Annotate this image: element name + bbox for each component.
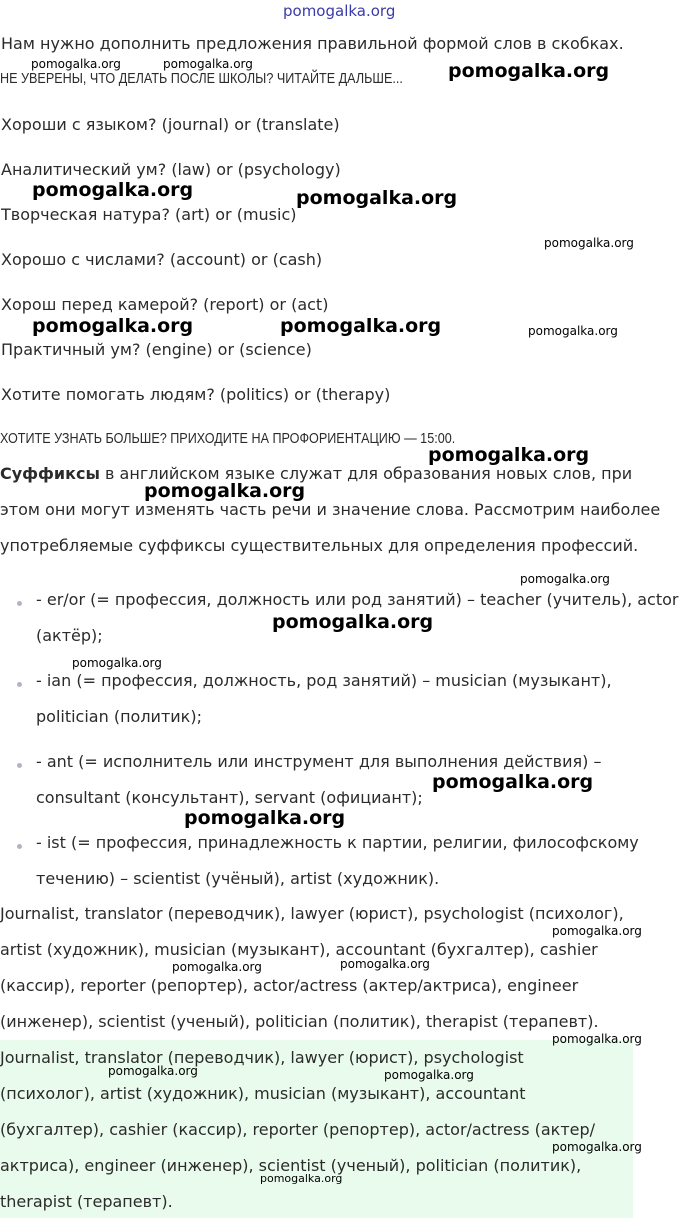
- question-item: Хорошо с числами? (account) or (cash): [1, 250, 323, 269]
- watermark: pomogalka.org: [144, 480, 306, 502]
- list-bullet: [17, 763, 22, 768]
- watermark: pomogalka.org: [340, 957, 430, 971]
- list-bullet: [17, 682, 22, 687]
- question-item: Хорош перед камерой? (report) or (act): [1, 295, 329, 314]
- watermark: pomogalka.org: [552, 1140, 642, 1154]
- words-paragraph: Journalist, translator (переводчик), lawyer (юрист), psychologist (психолог), artist (художник), musician (музыкант), accountant (бухгалтер), cashier (кассир), reporter (репортер), actor/actress (актер/актриса), engineer (инженер), scientist (ученый), politician (политик), therapist (терапевт).: [0, 904, 624, 1031]
- watermark: pomogalka.org: [31, 57, 121, 71]
- watermark: pomogalka.org: [108, 1064, 198, 1078]
- watermark: pomogalka.org: [72, 656, 162, 670]
- watermark: pomogalka.org: [260, 1172, 343, 1185]
- watermark: pomogalka.org: [428, 444, 590, 466]
- watermark: pomogalka.org: [296, 187, 458, 209]
- heading-after-school: НЕ УВЕРЕНЫ, ЧТО ДЕЛАТЬ ПОСЛЕ ШКОЛЫ? ЧИТАЙТЕ ДАЛЬШЕ...: [0, 70, 403, 87]
- heading-career-guidance: ХОТИТЕ УЗНАТЬ БОЛЬШЕ? ПРИХОДИТЕ НА ПРОФОРИЕНТАЦИЮ — 15:00.: [0, 430, 456, 447]
- watermark: pomogalka.org: [552, 924, 642, 938]
- watermark: pomogalka.org: [280, 315, 442, 337]
- watermark: pomogalka.org: [172, 960, 262, 974]
- watermark: pomogalka.org: [184, 807, 346, 829]
- list-item: - er/or (= профессия, должность или род занятий) – teacher (учитель), actor (актёр);: [36, 590, 679, 645]
- list-item: - ist (= профессия, принадлежность к партии, религии, философскому течению) – scientist (учёный), artist (художник).: [36, 833, 639, 888]
- suffix-intro: [0, 456, 676, 564]
- watermark: pomogalka.org: [432, 771, 594, 793]
- watermark: pomogalka.org: [32, 315, 194, 337]
- suffix-intro-bold: Суффиксы: [0, 464, 100, 483]
- answer-text: Journalist, translator (переводчик), lawyer (юрист), psychologist (психолог), artist (художник), musician (музыкант), accountant (бухгалтер), cashier (кассир), reporter (репортер), actor/actress (актер/актриса), engineer (инженер), scientist (ученый), politician (политик), therapist (терапевт).: [0, 1048, 596, 1211]
- intro-text: Нам нужно дополнить предложения правильной формой слов в скобках.: [1, 34, 624, 53]
- watermark: pomogalka.org: [272, 611, 434, 633]
- question-item: Практичный ум? (engine) or (science): [1, 340, 312, 359]
- watermark: pomogalka.org: [163, 57, 253, 71]
- list-item: - ant (= исполнитель или инструмент для выполнения действия) – consultant (консультант), servant (официант);: [36, 752, 602, 807]
- question-item: Хороши с языком? (journal) or (translate): [1, 115, 340, 134]
- watermark: pomogalka.org: [552, 1032, 642, 1046]
- watermark: pomogalka.org: [544, 236, 634, 250]
- list-bullet: [17, 601, 22, 606]
- watermark: pomogalka.org: [384, 1068, 474, 1082]
- list-bullet: [17, 844, 22, 849]
- question-item: Творческая натура? (art) or (music): [1, 205, 297, 224]
- question-item: Аналитический ум? (law) or (psychology): [1, 160, 341, 179]
- list-item: - ian (= профессия, должность, род занятий) – musician (музыкант), politician (политик);: [36, 671, 612, 726]
- watermark: pomogalka.org: [528, 324, 618, 338]
- top-watermark: pomogalka.org: [283, 2, 396, 20]
- watermark: pomogalka.org: [32, 179, 194, 201]
- watermark: pomogalka.org: [520, 572, 610, 586]
- suffix-intro-text: в английском языке служат для образования новых слов, при этом они могут изменять часть речи и значение слова. Рассмотрим наиболее употребляемые суффиксы существительных для определения профессий.: [0, 464, 661, 555]
- question-item: Хотите помогать людям? (politics) or (therapy): [1, 385, 391, 404]
- watermark: pomogalka.org: [448, 60, 610, 82]
